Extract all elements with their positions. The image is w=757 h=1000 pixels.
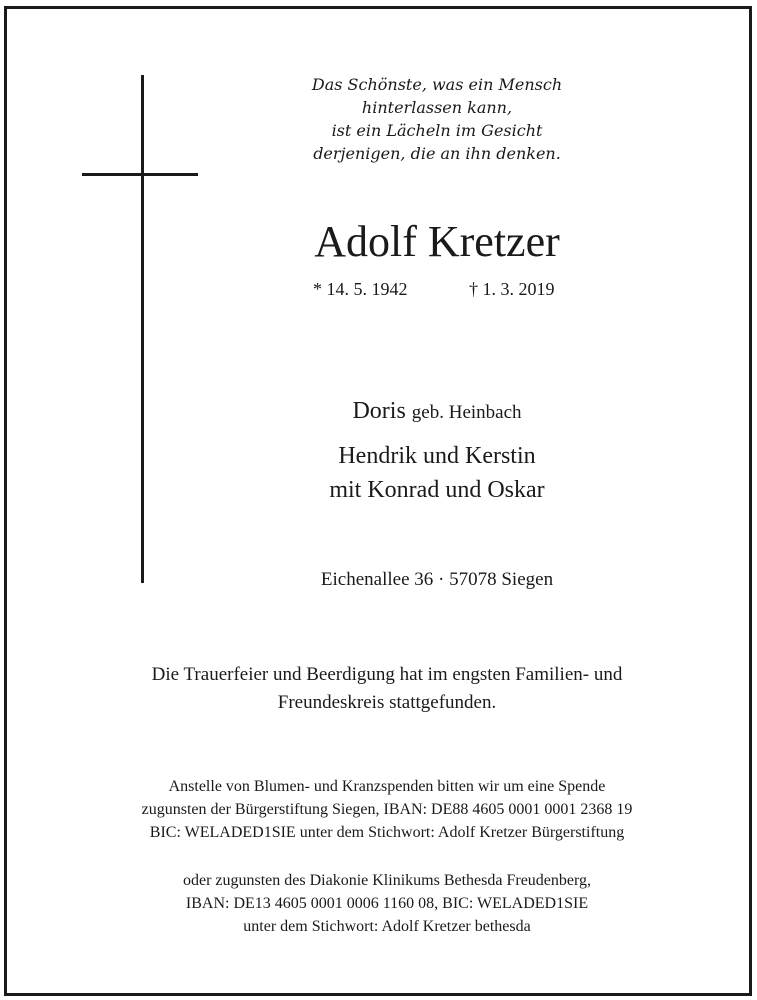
cross-icon-vertical (141, 75, 144, 583)
family-line: mit Konrad und Oskar (329, 477, 545, 503)
donation-line: zugunsten der Bürgerstiftung Siegen, IBAN: DE88 4605 0001 0001 2368 19 (141, 801, 633, 818)
quote-line: ist ein Lächeln im Gesicht (331, 121, 543, 140)
funeral-notice (47, 661, 727, 717)
family-line: Hendrik und Kerstin (338, 443, 536, 469)
quote-line: derjenigen, die an ihn denken. (313, 144, 561, 163)
notice-line: Die Trauerfeier und Beerdigung hat im engsten Familien- und (151, 664, 623, 685)
donation-line: unter dem Stichwort: Adolf Kretzer bethesda (243, 918, 531, 935)
address: Eichenallee 36 · 57078 Siegen (320, 569, 554, 590)
obituary-frame (4, 6, 752, 996)
quote-line: hinterlassen kann, (361, 98, 513, 117)
cross-icon-horizontal (82, 173, 198, 176)
spouse-name: Doris (352, 398, 406, 424)
notice-line: Freundeskreis stattgefunden. (277, 692, 497, 713)
quote-line: Das Schönste, was ein Mensch (311, 75, 563, 94)
family-members (237, 439, 637, 507)
death-date: † 1. 3. 2019 (469, 279, 555, 299)
donation-line: Anstelle von Blumen- und Kranzspenden bitten wir um eine Spende (168, 778, 606, 795)
birth-date: * 14. 5. 1942 (313, 279, 408, 299)
donation-line: IBAN: DE13 4605 0001 0006 1160 08, BIC: WELADED1SIE (185, 895, 589, 912)
donation-request-1 (47, 775, 727, 844)
donation-line: oder zugunsten des Diakonie Klinikums Bethesda Freudenberg, (182, 872, 592, 889)
deceased-name: Adolf Kretzer (314, 217, 560, 266)
memorial-quote (257, 73, 617, 165)
donation-line: BIC: WELADED1SIE unter dem Stichwort: Adolf Kretzer Bürgerstiftung (149, 824, 625, 841)
donation-request-2 (47, 869, 727, 938)
spouse-maiden-name: geb. Heinbach (411, 402, 522, 423)
spouse (237, 395, 637, 429)
